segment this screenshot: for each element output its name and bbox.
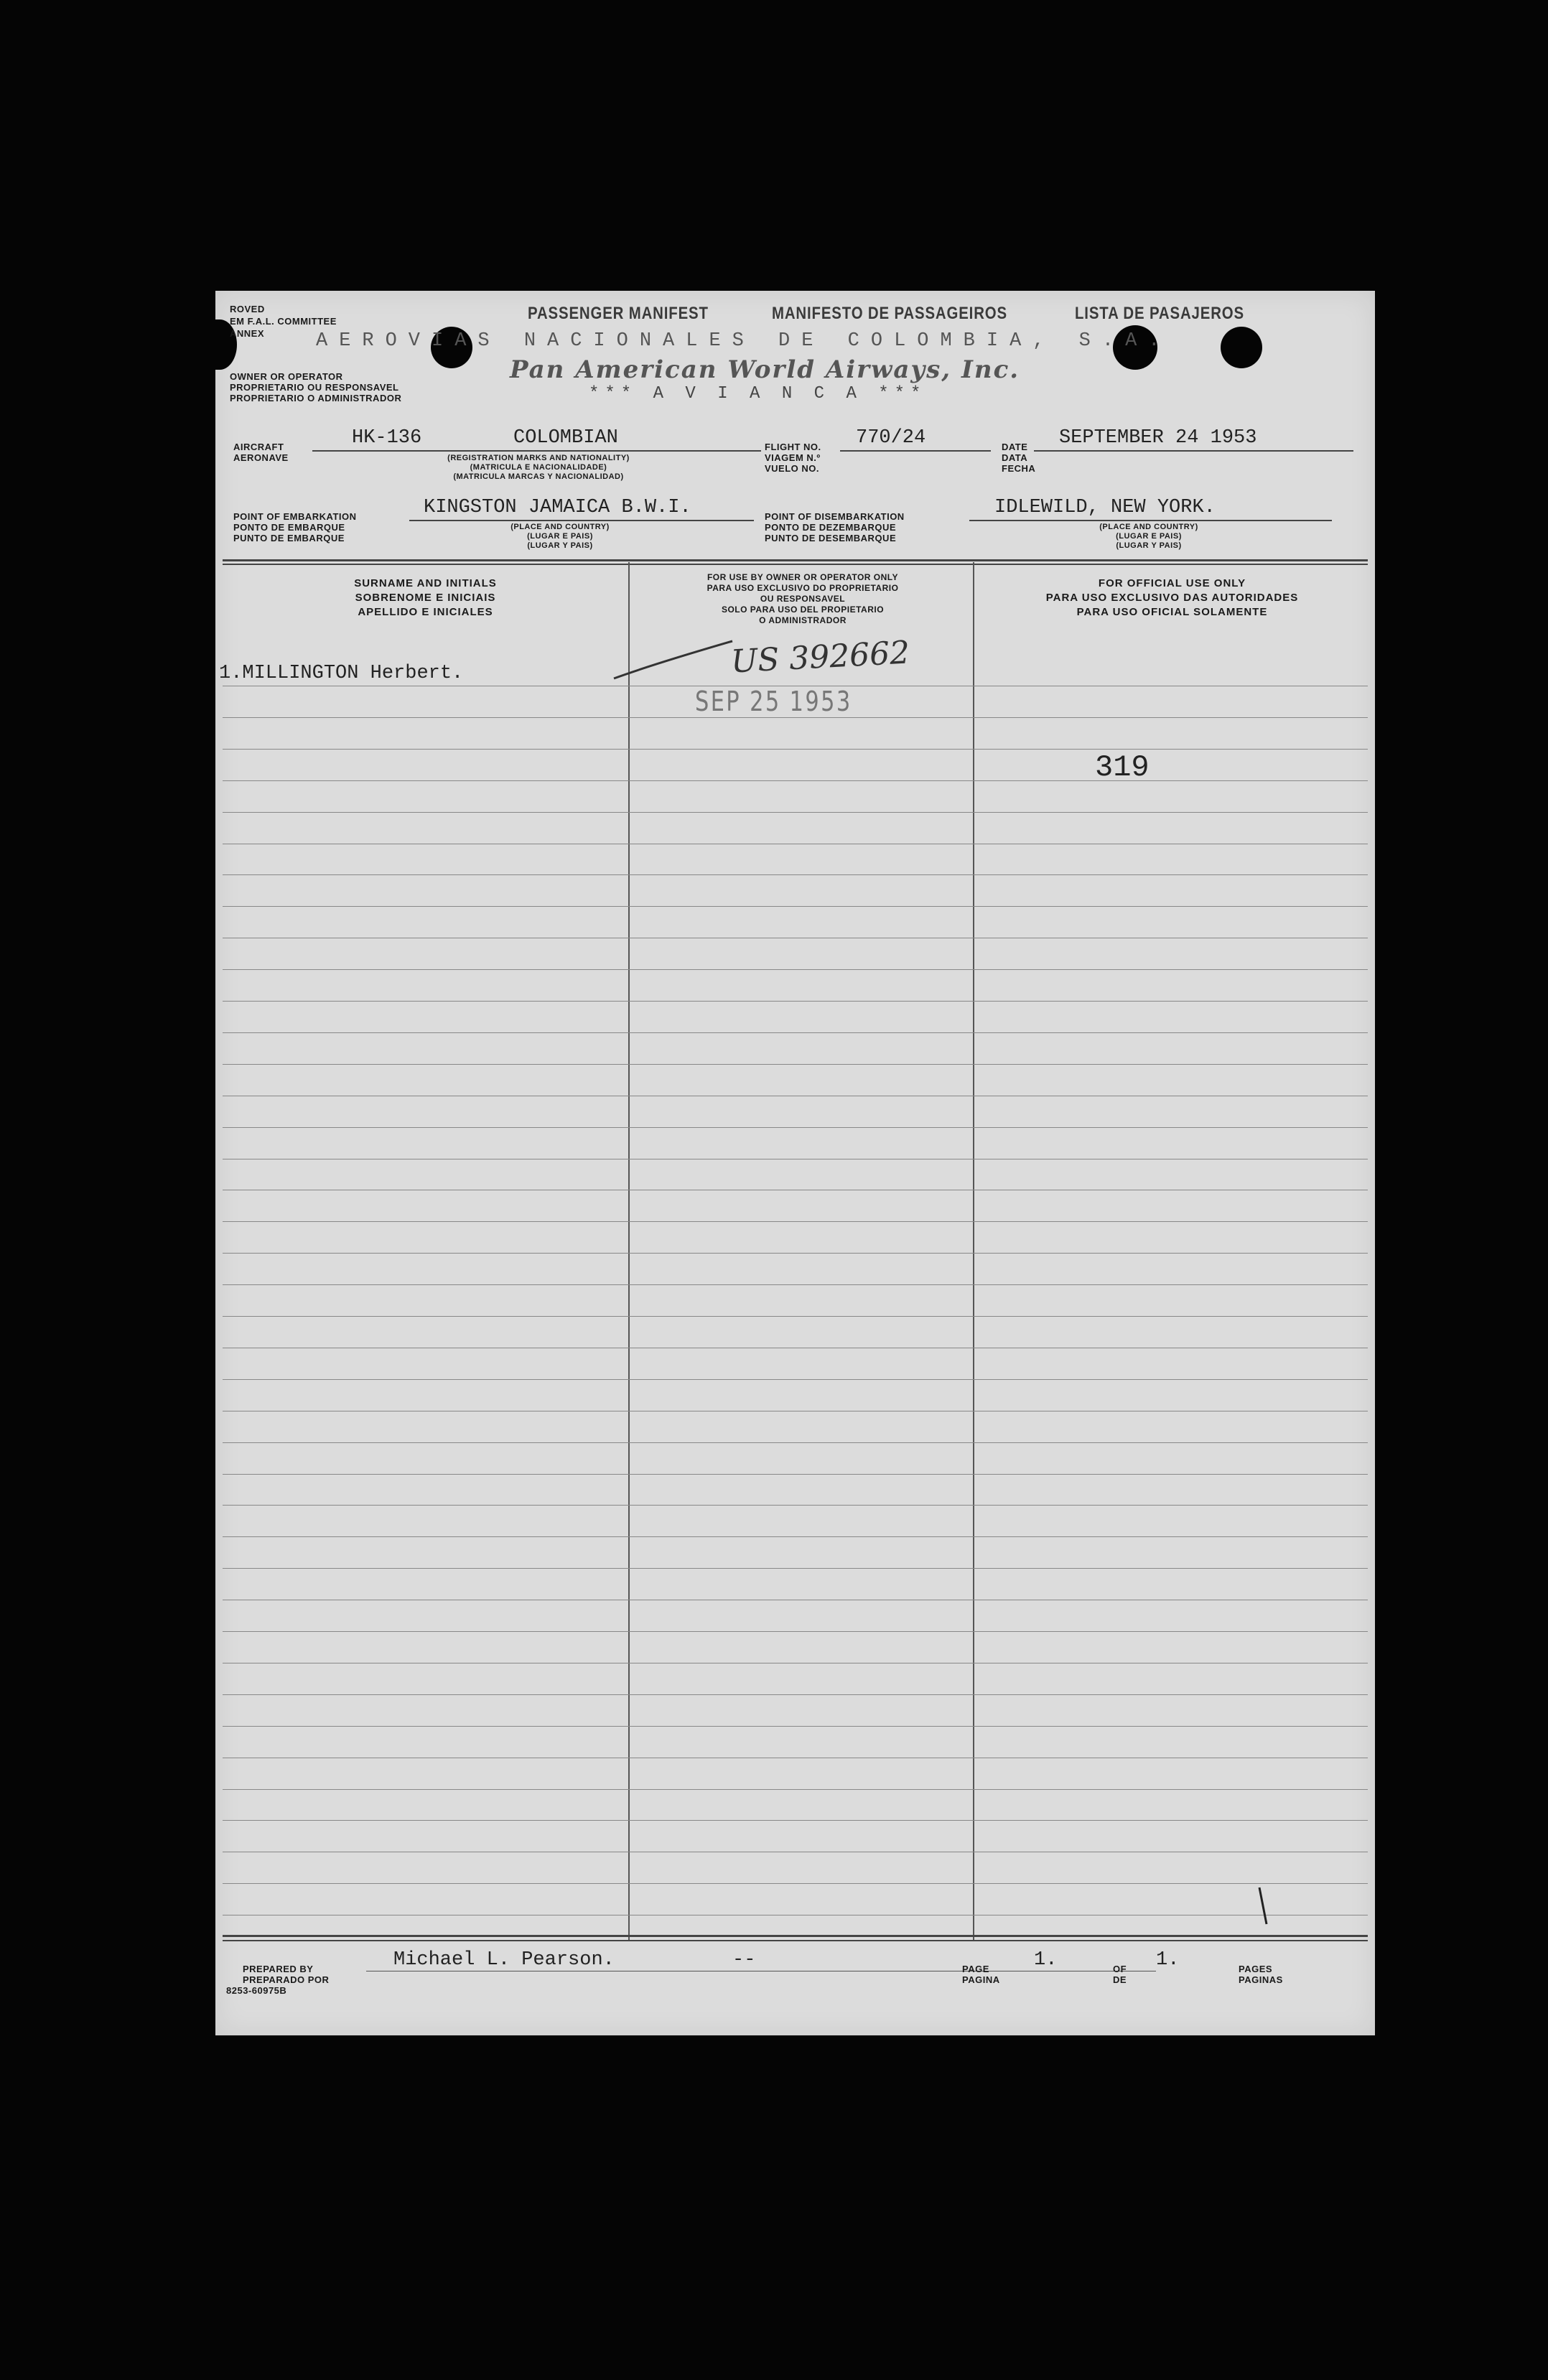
- passenger-1-owner-note: US 392662: [729, 634, 911, 681]
- col2-header-line2: PARA USO EXCLUSIVO DO PROPRIETARIO: [707, 583, 899, 593]
- footer-rule: [223, 1935, 1368, 1937]
- column-divider-1: [628, 562, 630, 1941]
- row-rule: [223, 1474, 1368, 1475]
- column-divider-2: [973, 562, 974, 1941]
- committee-label: EM F.A.L. COMMITTEE: [230, 316, 337, 327]
- row-rule: [223, 749, 1368, 750]
- col2-header-line1: FOR USE BY OWNER OR OPERATOR ONLY: [707, 572, 899, 582]
- row-rule: [223, 1820, 1368, 1821]
- punch-hole-3: [1221, 327, 1262, 368]
- row-rule: [223, 1631, 1368, 1632]
- col1-header-pt: SOBRENOME E INICIAIS: [355, 592, 496, 604]
- row-rule: [223, 717, 1368, 718]
- disembark-label-pt: PONTO DE DEZEMBARQUE: [765, 522, 897, 533]
- flight-label-es: VUELO NO.: [765, 463, 820, 474]
- flight-label-pt: VIAGEM N.º: [765, 452, 821, 463]
- row-rule: [223, 1127, 1368, 1128]
- row-rule: [223, 1505, 1368, 1506]
- pages-label-pt: PAGINAS: [1239, 1974, 1283, 1985]
- embark-place-label-en: (PLACE AND COUNTRY): [510, 523, 610, 531]
- page-label-pt: PAGINA: [962, 1974, 1000, 1985]
- disembark-place-label-en: (PLACE AND COUNTRY): [1099, 523, 1198, 531]
- registration-label-pt: (MATRICULA E NACIONALIDADE): [470, 463, 607, 472]
- panam-name: Pan American World Airways, Inc.: [510, 355, 1020, 384]
- row-rule: [223, 812, 1368, 813]
- row-rule: [223, 1536, 1368, 1537]
- aircraft-value: HK-136: [352, 427, 422, 449]
- footer-rule-2: [223, 1940, 1368, 1941]
- prepared-dash: --: [732, 1949, 756, 1971]
- row-rule: [223, 1284, 1368, 1285]
- punch-hole-left: [202, 319, 237, 370]
- avianca-name: *** A V I A N C A ***: [589, 384, 927, 403]
- disembark-place-label-es: (LUGAR Y PAIS): [1116, 541, 1182, 550]
- embark-place-label-es: (LUGAR Y PAIS): [527, 541, 593, 550]
- passenger-1-date-stamp: SEP 25 1953: [695, 686, 852, 717]
- row-rule: [223, 1316, 1368, 1317]
- col2-header: [630, 572, 975, 626]
- pencil-mark: [1256, 1885, 1271, 1928]
- row-rule: [223, 1442, 1368, 1443]
- row-rule: [223, 1064, 1368, 1065]
- row-rule: [223, 1883, 1368, 1884]
- col1-header-en: SURNAME AND INITIALS: [354, 577, 497, 589]
- embark-label-en: POINT OF EMBARKATION: [233, 511, 357, 522]
- pages-label-en: PAGES: [1239, 1964, 1273, 1974]
- col3-header: [976, 577, 1368, 620]
- row-rule: [223, 1221, 1368, 1222]
- table-top-rule: [223, 559, 1368, 561]
- disembark-value: IDLEWILD, NEW YORK.: [994, 497, 1216, 518]
- date-label-en: DATE: [1002, 442, 1028, 452]
- embark-value: KINGSTON JAMAICA B.W.I.: [424, 497, 691, 518]
- embark-place-label-pt: (LUGAR E PAIS): [527, 532, 593, 541]
- form-number: 8253-60975B: [226, 1985, 287, 1996]
- date-label-es: FECHA: [1002, 463, 1036, 474]
- disembark-place-label-pt: (LUGAR E PAIS): [1116, 532, 1182, 541]
- flight-value: 770/24: [856, 427, 926, 449]
- table-top-rule-2: [223, 564, 1368, 565]
- annex-label: ANNEX: [230, 328, 265, 339]
- col3-header-pt: PARA USO EXCLUSIVO DAS AUTORIDADES: [1045, 592, 1299, 604]
- row-rule: [223, 1379, 1368, 1380]
- prepared-by-value: Michael L. Pearson.: [393, 1949, 615, 1971]
- page-value: 1.: [1034, 1949, 1058, 1971]
- handwritten-check-stroke: [610, 635, 740, 693]
- owner-label-en: OWNER OR OPERATOR: [230, 371, 343, 382]
- col2-header-line5: O ADMINISTRADOR: [759, 615, 847, 625]
- col3-header-es: PARA USO OFICIAL SOLAMENTE: [1076, 606, 1268, 618]
- aircraft-label-pt: AERONAVE: [233, 452, 289, 463]
- disembark-label-en: POINT OF DISEMBARKATION: [765, 511, 905, 522]
- row-rule: [223, 1032, 1368, 1033]
- row-rule: [223, 1253, 1368, 1254]
- owner-label-es: PROPRIETARIO O ADMINISTRADOR: [230, 393, 402, 403]
- approved-label: ROVED: [230, 304, 265, 314]
- passenger-1-name: 1.MILLINGTON Herbert.: [219, 663, 464, 684]
- row-rule: [223, 1726, 1368, 1727]
- prepared-by-label-en: PREPARED BY: [243, 1964, 314, 1974]
- registration-label-es: (MATRICULA MARCAS Y NACIONALIDAD): [453, 472, 624, 481]
- title-portuguese: MANIFESTO DE PASSAGEIROS: [772, 304, 1007, 323]
- col1-header: [223, 577, 628, 620]
- row-rule: [223, 906, 1368, 907]
- row-rule: [223, 874, 1368, 875]
- passenger-1-official-number: 319: [1095, 750, 1150, 785]
- owner-label-pt: PROPRIETARIO OU RESPONSAVEL: [230, 382, 399, 393]
- row-rule: [223, 1001, 1368, 1002]
- page-label-en: PAGE: [962, 1964, 989, 1974]
- of-label-en: OF: [1113, 1964, 1127, 1974]
- title-english: PASSENGER MANIFEST: [528, 304, 709, 323]
- registration-label-en: (REGISTRATION MARKS AND NATIONALITY): [447, 454, 630, 462]
- prepared-by-label-es: PREPARADO POR: [243, 1974, 330, 1985]
- of-value: 1.: [1156, 1949, 1180, 1971]
- row-rule: [223, 1694, 1368, 1695]
- row-rule: [223, 780, 1368, 781]
- col2-header-line4: SOLO PARA USO DEL PROPIETARIO: [721, 605, 885, 615]
- row-rule: [223, 1789, 1368, 1790]
- title-spanish: LISTA DE PASAJEROS: [1075, 304, 1244, 323]
- nationality-value: COLOMBIAN: [513, 427, 618, 449]
- col1-header-es: APELLIDO E INICIALES: [358, 606, 493, 618]
- col2-header-line3: OU RESPONSAVEL: [760, 594, 846, 604]
- row-rule: [223, 1568, 1368, 1569]
- flight-label-en: FLIGHT NO.: [765, 442, 821, 452]
- date-value: SEPTEMBER 24 1953: [1059, 427, 1257, 449]
- airline-name: AEROVIAS NACIONALES DE COLOMBIA, S.A.: [316, 330, 1172, 352]
- of-label-pt: DE: [1113, 1974, 1127, 1985]
- manifest-sheet: [215, 291, 1375, 2035]
- date-label-pt: DATA: [1002, 452, 1028, 463]
- disembark-label-es: PUNTO DE DESEMBARQUE: [765, 533, 897, 543]
- aircraft-label-en: AIRCRAFT: [233, 442, 284, 452]
- embark-label-es: PUNTO DE EMBARQUE: [233, 533, 345, 543]
- embark-label-pt: PONTO DE EMBARQUE: [233, 522, 345, 533]
- row-rule: [223, 969, 1368, 970]
- col3-header-en: FOR OFFICIAL USE ONLY: [1098, 577, 1246, 589]
